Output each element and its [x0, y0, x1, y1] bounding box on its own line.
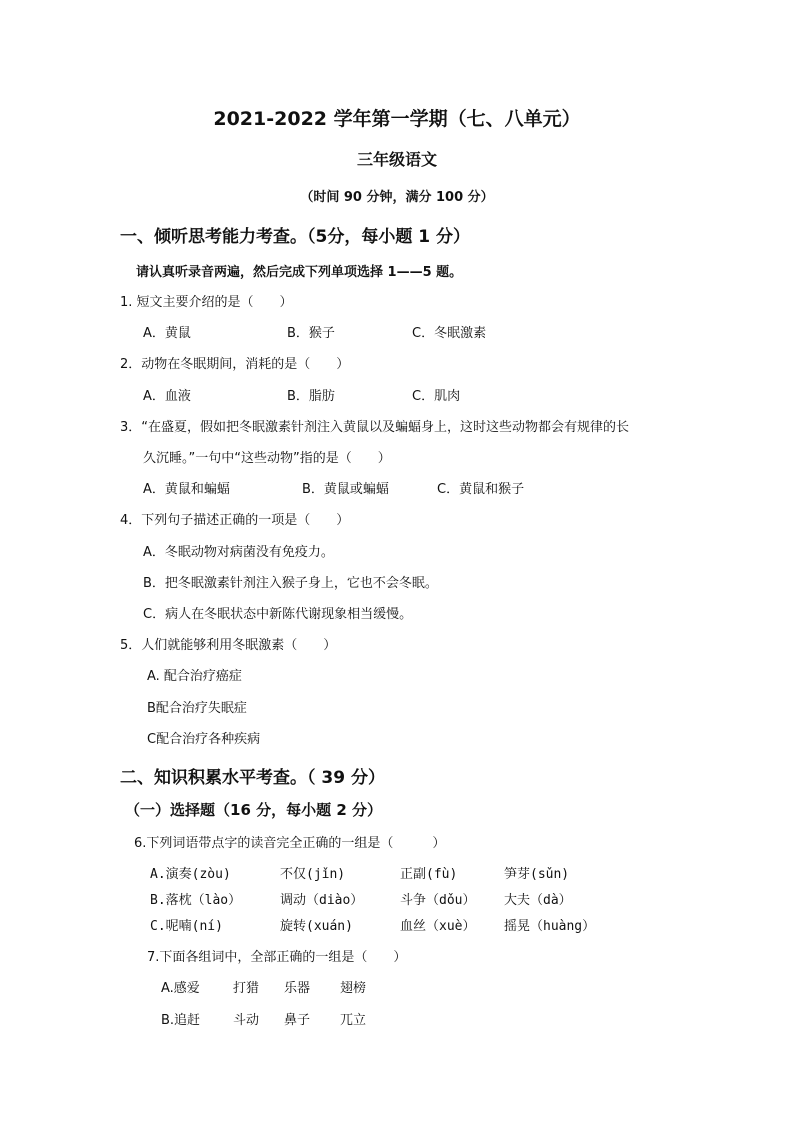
- q6-row-c-item-2: 旋转(xuán): [280, 919, 353, 934]
- q7-row-a-item-1: A.感爱: [161, 981, 200, 996]
- q7-row-b-item-3: 鼻子: [284, 1013, 311, 1028]
- q2-option-b: B．脂肪: [287, 389, 335, 404]
- section2-subheading: （一）选择题（16 分，每小题 2 分）: [125, 801, 382, 819]
- q7-row-a-item-4: 翅榜: [340, 981, 367, 996]
- q4-option-b: B．把冬眠激素针剂注入猴子身上，它也不会冬眠。: [143, 576, 438, 591]
- q4-option-a: A．冬眠动物对病菌没有免疫力。: [143, 545, 334, 560]
- q6-row-c-item-1: C.呢喃(ní): [150, 919, 223, 934]
- q3-option-a: A．黄鼠和蝙蝠: [143, 482, 230, 497]
- q6-row-b-item-2: 调动（diào）: [280, 893, 364, 908]
- q3-option-b: B．黄鼠或蝙蝠: [302, 482, 389, 497]
- q6-row-c-item-3: 血丝（xuè）: [400, 919, 476, 934]
- q1-option-c: C．冬眠激素: [412, 326, 487, 341]
- question-3: 3．“在盛夏，假如把冬眠激素针剂注入黄鼠以及蝙蝠身上，这时这些动物都会有规律的长: [120, 420, 630, 435]
- q5-option-a: A. 配合治疗癌症: [147, 669, 242, 684]
- exam-subject: 三年级语文: [356, 150, 437, 169]
- q7-row-b-item-1: B.追赶: [161, 1013, 201, 1028]
- question-7: 7.下面各组词中，全部正确的一组是（ ）: [147, 950, 407, 965]
- question-6: 6.下列词语带点字的读音完全正确的一组是（ ）: [134, 836, 446, 851]
- question-3-line2: 久沉睡。”一句中“这些动物”指的是（ ）: [143, 451, 391, 466]
- exam-time-note: （时间 90 分钟，满分 100 分）: [300, 190, 494, 205]
- exam-title: 2021-2022 学年第一学期（七、八单元）: [213, 108, 581, 130]
- q6-row-b-item-1: B.落枕（lào）: [150, 893, 242, 908]
- q6-row-a-item-2: 不仅(jǐn): [280, 867, 346, 882]
- q1-option-b: B．猴子: [287, 326, 335, 341]
- q7-row-a-item-2: 打猎: [233, 981, 260, 996]
- question-1: 1. 短文主要介绍的是（ ）: [120, 295, 293, 310]
- q5-option-b: B配合治疗失眠症: [147, 701, 247, 716]
- q6-row-c-item-4: 摇晃（huàng）: [504, 919, 596, 934]
- q7-row-b-item-2: 斗动: [233, 1013, 260, 1028]
- q6-row-a-item-3: 正副(fù): [400, 867, 458, 882]
- q2-option-c: C．肌肉: [412, 389, 461, 404]
- section1-instruction: 请认真听录音两遍，然后完成下列单项选择 1——5 题。: [136, 265, 463, 280]
- q7-row-a-item-3: 乐器: [284, 981, 311, 996]
- q5-option-c: C配合治疗各种疾病: [147, 732, 261, 747]
- q6-row-b-item-4: 大夫（dà）: [504, 893, 572, 908]
- q6-row-a-item-1: A.演奏(zòu): [150, 867, 231, 882]
- q6-row-b-item-3: 斗争（dǒu）: [400, 893, 476, 908]
- q2-option-a: A．血液: [143, 389, 191, 404]
- q3-option-c: C．黄鼠和猴子: [437, 482, 525, 497]
- q1-option-a: A．黄鼠: [143, 326, 191, 341]
- section2-heading: 二、知识积累水平考查。（ 39 分）: [120, 768, 385, 788]
- question-2: 2．动物在冬眠期间，消耗的是（ ）: [120, 357, 350, 372]
- section1-heading: 一、倾听思考能力考查。（5分，每小题 1 分）: [120, 227, 470, 247]
- q4-option-c: C．病人在冬眠状态中新陈代谢现象相当缓慢。: [143, 607, 413, 622]
- question-4: 4．下列句子描述正确的一项是（ ）: [120, 513, 350, 528]
- q6-row-a-item-4: 笋芽(sǔn): [504, 867, 570, 882]
- q7-row-b-item-4: 兀立: [340, 1013, 367, 1028]
- question-5: 5．人们就能够利用冬眠激素（ ）: [120, 638, 337, 653]
